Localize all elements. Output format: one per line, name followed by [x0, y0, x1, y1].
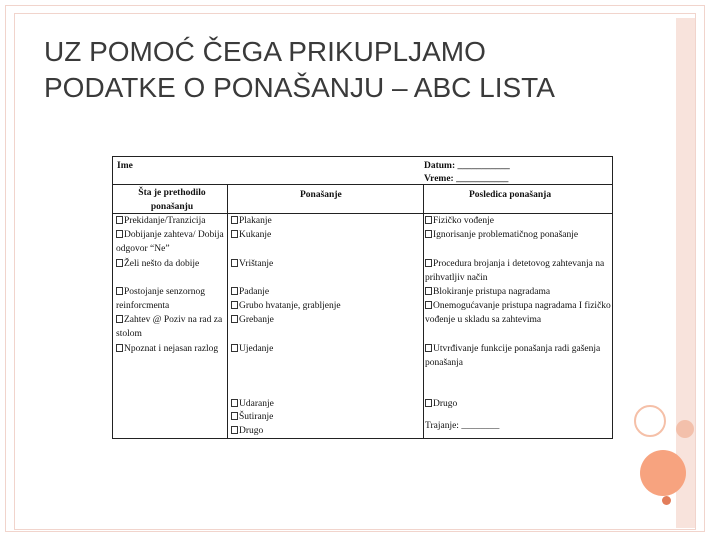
consequence-item: Utvrđivanje funkcije ponašanja radi gašenja ponašanja [425, 344, 601, 368]
form-column-divider [227, 184, 228, 439]
behavior-item: Padanje [231, 285, 269, 299]
checkbox-icon[interactable] [231, 216, 238, 224]
consequence-item: Blokiranje pristupa nagradama [425, 285, 611, 299]
consequence-item: Fizičko vođenje [425, 214, 611, 228]
checkbox-icon[interactable] [231, 344, 238, 352]
abc-form [112, 156, 613, 439]
trajanje-label: Trajanje: ________ [425, 421, 500, 431]
checkbox-icon[interactable] [231, 315, 238, 323]
header-behavior: Ponašanje [300, 190, 342, 200]
consequence-item: Procedura brojanja i detetovog zahtevanja na prihvatljiv način [425, 259, 605, 283]
checkbox-icon[interactable] [231, 259, 238, 267]
checkbox-icon[interactable] [116, 287, 123, 295]
form-rule [113, 184, 613, 185]
behavior-item: Kukanje [231, 228, 271, 242]
antecedent-item: Postojanje senzornog reinforcmenta [116, 287, 206, 311]
consequence-item: Onemogućavanje pristupa nagradama I fizičko vođenje u skladu sa zahtevima [425, 301, 611, 325]
behavior-item: Plakanje [231, 214, 272, 228]
consequence-item: Ignorisanje problematičnog ponašanje [425, 228, 611, 242]
checkbox-icon[interactable] [425, 399, 432, 407]
form-column-divider [423, 184, 424, 439]
checkbox-icon[interactable] [231, 301, 238, 309]
slide-title-line-2: PODATKE O PONAŠANJU – ABC LISTA [44, 72, 555, 103]
decorative-side-strip [676, 18, 695, 528]
consequence-item: Drugo [425, 397, 457, 411]
checkbox-icon[interactable] [231, 426, 238, 434]
antecedent-item: Želi nešto da dobije [116, 257, 224, 271]
checkbox-icon[interactable] [116, 230, 123, 238]
decorative-small-circle [676, 420, 694, 438]
checkbox-icon[interactable] [425, 344, 432, 352]
decorative-tiny-circle [662, 496, 671, 505]
slide-title [44, 34, 644, 106]
ime-label: Ime [117, 161, 133, 171]
checkbox-icon[interactable] [425, 216, 432, 224]
checkbox-icon[interactable] [425, 301, 432, 309]
checkbox-icon[interactable] [116, 216, 123, 224]
checkbox-icon[interactable] [116, 259, 123, 267]
slide-title-line-1: UZ POMOĆ ČEGA PRIKUPLJAMO [44, 36, 486, 67]
header-consequence: Posledica ponašanja [469, 190, 552, 200]
checkbox-icon[interactable] [116, 315, 123, 323]
behavior-item: Drugo [231, 424, 263, 438]
behavior-item: Vrištanje [231, 257, 273, 271]
checkbox-icon[interactable] [231, 399, 238, 407]
behavior-item: Grubo hvatanje, grabljenje [231, 299, 341, 313]
antecedent-item: Dobijanje zahteva/ Dobija odgovor “Ne” [116, 230, 224, 254]
antecedent-item: Zahtev @ Poziv na rad za stolom [116, 315, 223, 339]
antecedent-item: Prekidanje/Tranzicija [116, 214, 224, 228]
behavior-item: Ujedanje [231, 342, 273, 356]
behavior-item: Udaranje [231, 397, 274, 411]
datum-label: Datum: ___________ [424, 161, 510, 171]
checkbox-icon[interactable] [231, 412, 238, 420]
header-antecedent: Šta je prethodilo ponašanju [138, 188, 206, 212]
checkbox-icon[interactable] [425, 259, 432, 267]
checkbox-icon[interactable] [231, 287, 238, 295]
behavior-item: Grebanje [231, 313, 274, 327]
vreme-label: Vreme: ___________ [424, 174, 509, 184]
antecedent-item: Npoznat i nejasan razlog [116, 342, 224, 356]
decorative-ring-circle [634, 405, 666, 437]
behavior-item: Šutiranje [231, 410, 273, 424]
checkbox-icon[interactable] [231, 230, 238, 238]
checkbox-icon[interactable] [425, 230, 432, 238]
decorative-large-circle [640, 450, 686, 496]
checkbox-icon[interactable] [116, 344, 123, 352]
checkbox-icon[interactable] [425, 287, 432, 295]
